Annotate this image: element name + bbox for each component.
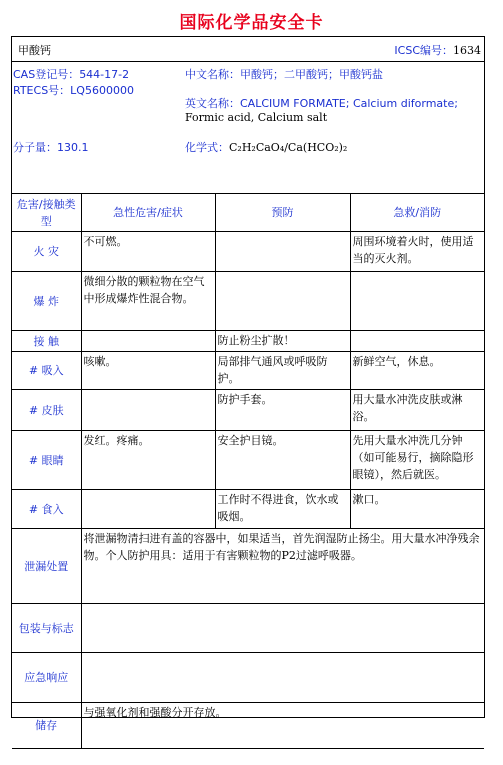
row-symptoms: 不可燃。 xyxy=(81,232,215,272)
molecular-weight: 分子量：130.1 xyxy=(13,141,89,154)
cas-number: CAS登记号：544-17-2 xyxy=(13,68,130,81)
emergency-text xyxy=(81,653,484,703)
chinese-name: 中文名称：甲酸钙；二甲酸钙；甲酸钙盐 xyxy=(185,68,383,81)
row-firstaid: 周围环境着火时，使用适当的灭火剂。 xyxy=(350,232,484,272)
row-firstaid: 漱口。 xyxy=(350,490,484,529)
formula-label: 化学式： xyxy=(185,141,229,154)
safety-card xyxy=(11,36,485,732)
row-firstaid xyxy=(350,331,484,352)
hazard-table xyxy=(12,193,484,749)
row-symptoms xyxy=(81,490,215,529)
row-firstaid: 新鲜空气，休息。 xyxy=(350,352,484,390)
icsc-value: 1634 xyxy=(453,44,481,57)
table-row xyxy=(12,431,484,490)
row-type: # 皮肤 xyxy=(12,390,81,431)
row-symptoms: 微细分散的颗粒物在空气中形成爆炸性混合物。 xyxy=(81,272,215,331)
row-type: 火 灾 xyxy=(12,232,81,272)
row-type: # 眼睛 xyxy=(12,431,81,490)
row-firstaid xyxy=(350,272,484,331)
row-firstaid: 先用大量水冲洗几分钟（如可能易行，摘除隐形眼镜），然后就医。 xyxy=(350,431,484,490)
formula-value: C₂H₂CaO₄/Ca(HCO₂)₂ xyxy=(229,141,348,154)
emergency-row xyxy=(12,653,484,703)
row-symptoms: 发红。疼痛。 xyxy=(81,431,215,490)
storage-row xyxy=(12,703,484,749)
table-row xyxy=(12,490,484,529)
row-symptoms xyxy=(81,390,215,431)
row-type: # 吸入 xyxy=(12,352,81,390)
packaging-text xyxy=(81,604,484,653)
row-prevention: 防止粉尘扩散！ xyxy=(215,331,350,352)
icsc-label: ICSC编号： xyxy=(394,44,453,57)
row-type: 爆 炸 xyxy=(12,272,81,331)
card-title: 国际化学品安全卡 xyxy=(179,13,324,33)
spill-text: 将泄漏物清扫进有盖的容器中，如果适当，首先润湿防止扬尘。用大量水冲净残余物。个人防护用具：适用于有害颗粒物的P2过滤呼吸器。 xyxy=(81,529,484,604)
emergency-label: 应急响应 xyxy=(12,653,81,703)
spill-row xyxy=(12,529,484,604)
header-symptoms: 急性危害/症状 xyxy=(81,194,215,232)
table-row xyxy=(12,331,484,352)
row-type: 接 触 xyxy=(12,331,81,352)
packaging-label: 包装与标志 xyxy=(12,604,81,653)
table-row xyxy=(12,272,484,331)
english-name-line1: 英文名称：CALCIUM FORMATE; Calcium diformate; xyxy=(185,97,458,110)
english-name-line2: Formic acid, Calcium salt xyxy=(185,111,328,124)
identification-block xyxy=(12,62,484,193)
row-firstaid: 用大量水冲洗皮肤或淋浴。 xyxy=(350,390,484,431)
row-prevention: 安全护目镜。 xyxy=(215,431,350,490)
row-prevention: 防护手套。 xyxy=(215,390,350,431)
chemical-formula xyxy=(185,139,347,155)
row-prevention xyxy=(215,232,350,272)
chemical-name: 甲酸钙 xyxy=(18,44,51,57)
table-header-row xyxy=(12,194,484,232)
table-row xyxy=(12,232,484,272)
name-row xyxy=(12,37,484,62)
table-row xyxy=(12,390,484,431)
row-symptoms xyxy=(81,331,215,352)
storage-text: 与强氧化剂和强酸分开存放。 xyxy=(81,703,484,749)
row-type: # 食入 xyxy=(12,490,81,529)
packaging-row xyxy=(12,604,484,653)
spill-label: 泄漏处置 xyxy=(12,529,81,604)
icsc-number xyxy=(394,42,481,58)
row-symptoms: 咳嗽。 xyxy=(81,352,215,390)
header-type: 危害/接触类型 xyxy=(12,194,81,232)
table-row xyxy=(12,352,484,390)
rtecs-number: RTECS号：LQ5600000 xyxy=(13,84,134,97)
storage-label: 储存 xyxy=(12,703,81,749)
header-prevention: 预防 xyxy=(215,194,350,232)
header-firstaid: 急救/消防 xyxy=(350,194,484,232)
row-prevention: 局部排气通风或呼吸防护。 xyxy=(215,352,350,390)
row-prevention: 工作时不得进食，饮水或吸烟。 xyxy=(215,490,350,529)
row-prevention xyxy=(215,272,350,331)
